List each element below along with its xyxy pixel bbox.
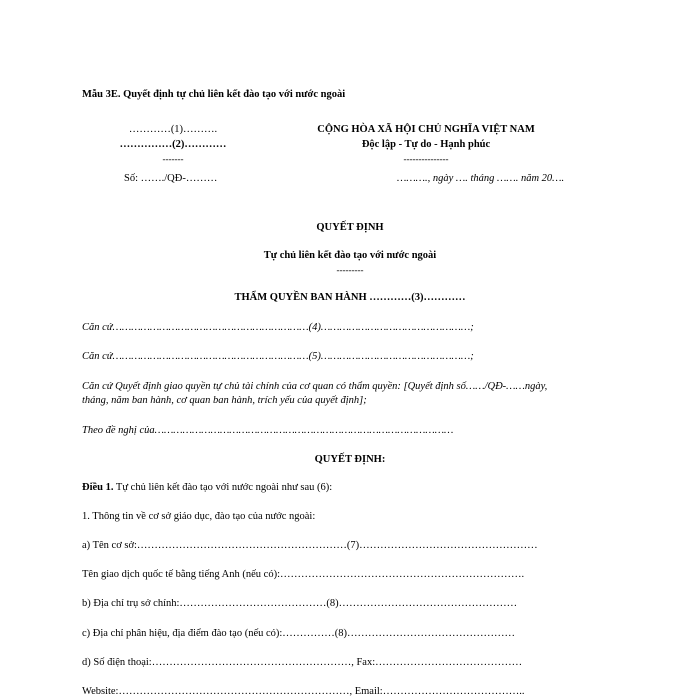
proposal-line: Theo đề nghị của…………………………………………………………………………………… <box>82 425 454 436</box>
basis-line-3: Căn cứ Quyết định giao quyền tự chủ tài chính của cơ quan có thẩm quyền: [Quyết định số……/QĐ-……ngày, <box>82 381 548 392</box>
basis-line-3-cont: tháng, năm ban hành, cơ quan ban hành, trích yếu của quyết định]; <box>82 395 367 406</box>
decision-separator: --------- <box>336 265 364 275</box>
agency-separator: ------- <box>162 154 184 164</box>
article-1-text: Tự chủ liên kết đào tạo với nước ngoài như sau (6): <box>113 482 333 493</box>
nation-title: CỘNG HÒA XÃ HỘI CHỦ NGHĨA VIỆT NAM <box>317 124 535 135</box>
item-line-6: d) Số điện thoại:…………………………………………………, Fax:…………………………………… <box>82 657 523 668</box>
item-line-3: Tên giao dịch quốc tế bằng tiếng Anh (nếu có):……………………………………………………………. <box>82 569 525 580</box>
item-line-2: a) Tên cơ sở:……………………………………………………(7)…………………………………………… <box>82 540 538 551</box>
item-line-4: b) Địa chỉ trụ sở chính:……………………………………(8)…………………………………………… <box>82 598 518 609</box>
article-1 <box>82 482 332 493</box>
article-1-label: Điều 1. <box>82 482 114 493</box>
decide-heading: QUYẾT ĐỊNH: <box>314 454 386 465</box>
nation-separator: --------------- <box>403 154 449 164</box>
nation-motto: Độc lập - Tự do - Hạnh phúc <box>361 139 491 150</box>
item-line-7: Website:…………………………………………………………, Email:………………………………….. <box>82 686 525 697</box>
form-title: Mẫu 3E. Quyết định tự chủ liên kết đào tạo với nước ngoài <box>82 89 346 100</box>
item-line-5: c) Địa chỉ phân hiệu, địa điểm đào tạo (nếu có):……………(8)………………………………………… <box>82 628 516 639</box>
item-line-1: 1. Thông tin về cơ sở giáo dục, đào tạo của nước ngoài: <box>82 511 316 522</box>
document-number: Số: ……./QĐ-……… <box>124 173 218 184</box>
issue-date: ………., ngày …. tháng ……. năm 20…. <box>397 173 565 184</box>
basis-line-1: Căn cứ………………………………………………………(4)…………………………………………; <box>82 322 474 333</box>
decision-title: QUYẾT ĐỊNH <box>316 222 384 233</box>
issuing-authority: THẨM QUYỀN BAN HÀNH …………(3)………… <box>234 292 466 303</box>
agency-line-2: ……………(2)………… <box>119 139 227 150</box>
decision-subtitle: Tự chủ liên kết đào tạo với nước ngoài <box>263 250 437 261</box>
agency-line-1: …………(1)………. <box>128 124 218 135</box>
basis-line-2: Căn cứ………………………………………………………(5)…………………………………………; <box>82 351 474 362</box>
